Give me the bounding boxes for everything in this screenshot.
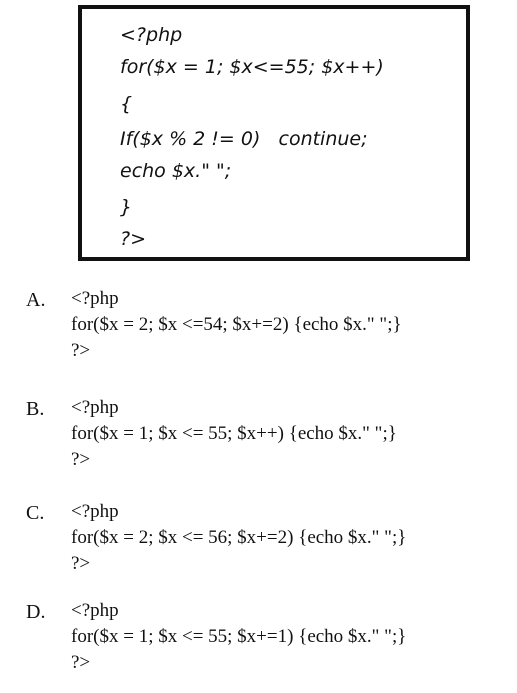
option-code-line: ?> — [71, 652, 91, 673]
option-code-line: ?> — [71, 340, 91, 361]
code-line: <?php — [120, 24, 183, 46]
option-letter: B. — [26, 398, 45, 420]
option-code-line: <?php — [71, 600, 119, 621]
option-letter: A. — [26, 289, 46, 311]
option-code-line: for($x = 1; $x <= 55; $x+=1) {echo $x." ";} — [71, 626, 407, 647]
code-line: { — [120, 93, 133, 115]
option-code-line: <?php — [71, 397, 119, 418]
option-code-line: <?php — [71, 288, 119, 309]
question-code-box — [78, 5, 470, 261]
option-code-line: for($x = 2; $x <= 56; $x+=2) {echo $x." ";} — [71, 527, 407, 548]
option-letter: C. — [26, 502, 45, 524]
code-line: } — [120, 196, 133, 218]
option-code-line: ?> — [71, 553, 91, 574]
option-code-line: ?> — [71, 449, 91, 470]
option-code-line: <?php — [71, 501, 119, 522]
option-letter: D. — [26, 601, 46, 623]
code-line: for($x = 1; $x<=55; $x++) — [120, 56, 384, 78]
option-code-line: for($x = 2; $x <=54; $x+=2) {echo $x." ";} — [71, 314, 402, 335]
option-code-line: for($x = 1; $x <= 55; $x++) {echo $x." ";} — [71, 423, 397, 444]
code-line: If($x % 2 != 0) continue; — [120, 128, 368, 150]
code-line: ?> — [120, 228, 147, 250]
code-line: echo $x." "; — [120, 160, 232, 182]
